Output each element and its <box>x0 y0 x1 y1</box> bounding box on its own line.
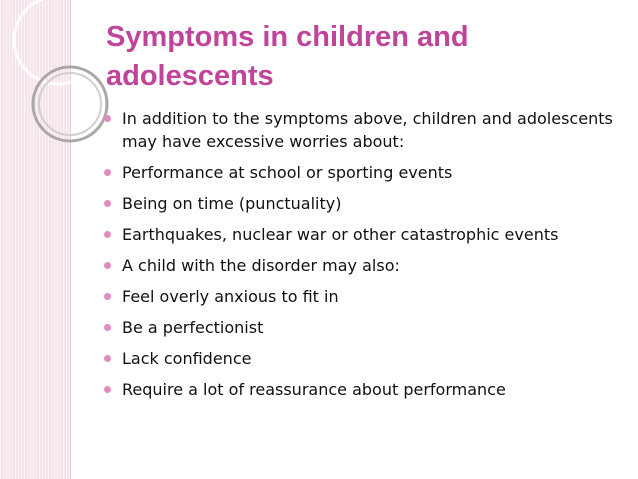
bullet-marker-icon <box>104 200 111 207</box>
bullet-marker-icon <box>104 386 111 393</box>
bullet-text: Lack confidence <box>122 349 252 368</box>
bullet-text: Earthquakes, nuclear war or other catastrophic events <box>122 225 559 244</box>
decorative-circles <box>0 0 110 479</box>
bullet-item <box>104 285 624 308</box>
slide-title: Symptoms in children and adolescents <box>106 21 469 92</box>
bullet-item <box>104 192 624 215</box>
bullet-text: Require a lot of reassurance about performance <box>122 380 506 399</box>
bullet-item <box>104 223 624 246</box>
bullet-text: A child with the disorder may also: <box>122 256 400 275</box>
bullet-item <box>104 347 624 370</box>
bullet-marker-icon <box>104 293 111 300</box>
bullet-item <box>104 378 624 401</box>
bullet-text: Feel overly anxious to fit in <box>122 287 339 306</box>
bullet-marker-icon <box>104 262 111 269</box>
bullet-item <box>104 107 624 153</box>
bullet-marker-icon <box>104 324 111 331</box>
bullet-text: Be a perfectionist <box>122 318 264 337</box>
bullet-item <box>104 161 624 184</box>
bullet-marker-icon <box>104 231 111 238</box>
decorative-circle-medium <box>33 67 107 141</box>
bullet-text: In addition to the symptoms above, children and adolescents may have excessive worries about: <box>122 109 613 151</box>
bullet-text: Being on time (punctuality) <box>122 194 342 213</box>
bullet-text: Performance at school or sporting events <box>122 163 453 182</box>
bullet-marker-icon <box>104 355 111 362</box>
bullet-marker-icon <box>104 115 111 122</box>
bullet-item <box>104 254 624 277</box>
bullet-list <box>104 107 624 409</box>
bullet-item <box>104 316 624 339</box>
bullet-marker-icon <box>104 169 111 176</box>
